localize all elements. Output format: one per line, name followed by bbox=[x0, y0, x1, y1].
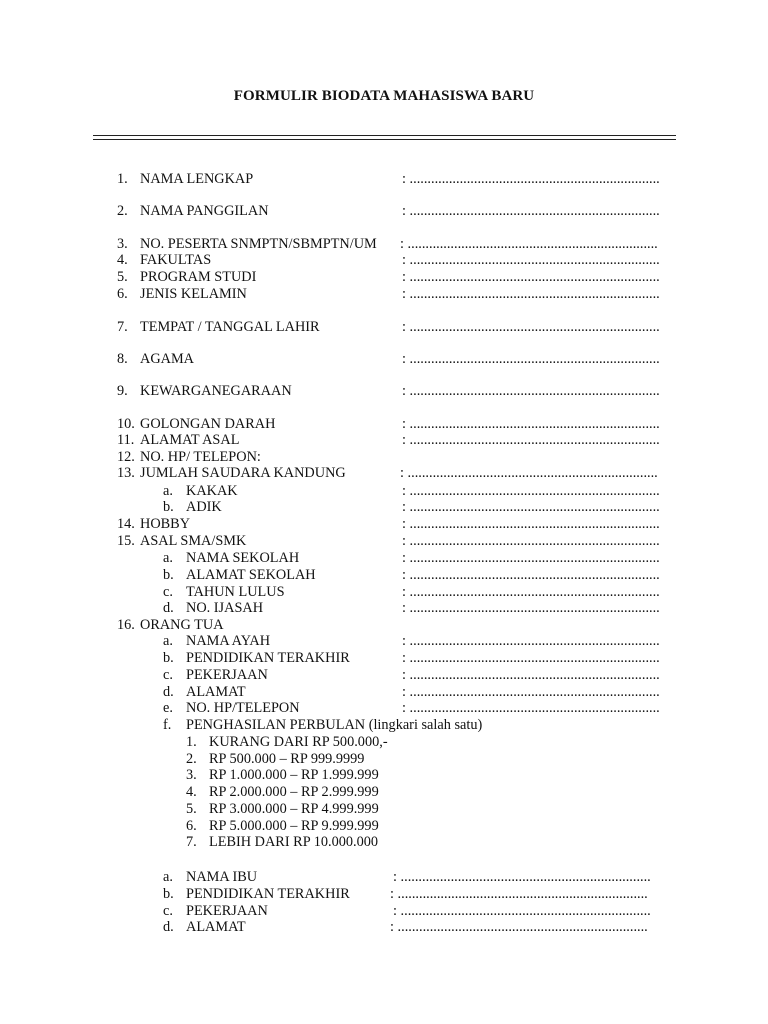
field-label: ADIK bbox=[186, 499, 222, 515]
field-number: 7. bbox=[117, 319, 128, 335]
field-number: d. bbox=[163, 919, 174, 935]
fill-in-blank[interactable]: : ...................................................................... bbox=[402, 567, 660, 583]
document-title: FORMULIR BIODATA MAHASISWA BARU bbox=[233, 88, 535, 104]
fill-in-blank[interactable]: : ...................................................................... bbox=[390, 886, 648, 902]
field-label: NAMA AYAH bbox=[186, 633, 271, 649]
field-label: KAKAK bbox=[186, 483, 238, 499]
field-label: TEMPAT / TANGGAL LAHIR bbox=[140, 319, 320, 335]
fill-in-blank[interactable]: : ...................................................................... bbox=[402, 633, 660, 649]
field-label: JENIS KELAMIN bbox=[140, 286, 247, 302]
fill-in-blank[interactable]: : ...................................................................... bbox=[402, 700, 660, 716]
field-label: PEKERJAAN bbox=[186, 903, 268, 919]
field-number: 8. bbox=[117, 351, 128, 367]
fill-in-blank[interactable]: : ...................................................................... bbox=[390, 919, 648, 935]
field-number: a. bbox=[163, 633, 173, 649]
field-number: b. bbox=[163, 886, 174, 902]
field-label: LEBIH DARI RP 10.000.000 bbox=[209, 834, 379, 850]
field-number: 10. bbox=[117, 416, 135, 432]
field-number: 2. bbox=[117, 203, 128, 219]
field-number: a. bbox=[163, 869, 173, 885]
field-label: ALAMAT SEKOLAH bbox=[186, 567, 316, 583]
fill-in-blank[interactable]: : ...................................................................... bbox=[402, 286, 660, 302]
field-number: d. bbox=[163, 600, 174, 616]
field-label: NAMA LENGKAP bbox=[140, 171, 254, 187]
fill-in-blank[interactable]: : ...................................................................... bbox=[402, 383, 660, 399]
fill-in-blank[interactable]: : ...................................................................... bbox=[402, 584, 660, 600]
fill-in-blank[interactable]: : ...................................................................... bbox=[402, 600, 660, 616]
fill-in-blank[interactable]: : ...................................................................... bbox=[402, 203, 660, 219]
field-label: ASAL SMA/SMK bbox=[140, 533, 247, 549]
fill-in-blank[interactable]: : ...................................................................... bbox=[393, 869, 651, 885]
field-number: 12. bbox=[117, 449, 135, 465]
field-number: 4. bbox=[186, 784, 197, 800]
field-number: 3. bbox=[186, 767, 197, 783]
field-label: ORANG TUA bbox=[140, 617, 224, 633]
field-number: b. bbox=[163, 499, 174, 515]
field-number: c. bbox=[163, 903, 173, 919]
field-label: NO. PESERTA SNMPTN/SBMPTN/UM bbox=[140, 236, 377, 252]
field-number: 16. bbox=[117, 617, 135, 633]
fill-in-blank[interactable]: : ...................................................................... bbox=[393, 903, 651, 919]
field-number: b. bbox=[163, 650, 174, 666]
field-label: NO. HP/TELEPON bbox=[186, 700, 300, 716]
field-label: HOBBY bbox=[140, 516, 191, 532]
field-label: TAHUN LULUS bbox=[186, 584, 285, 600]
field-number: 7. bbox=[186, 834, 197, 850]
field-label: NAMA IBU bbox=[186, 869, 258, 885]
field-label: AGAMA bbox=[140, 351, 195, 367]
fill-in-blank[interactable]: : ...................................................................... bbox=[402, 533, 660, 549]
fill-in-blank[interactable]: : ...................................................................... bbox=[402, 550, 660, 566]
field-number: f. bbox=[163, 717, 172, 733]
field-label: NAMA PANGGILAN bbox=[140, 203, 269, 219]
field-number: c. bbox=[163, 584, 173, 600]
fill-in-blank[interactable]: : ...................................................................... bbox=[402, 432, 660, 448]
field-number: e. bbox=[163, 700, 173, 716]
field-label: FAKULTAS bbox=[140, 252, 212, 268]
field-label: PROGRAM STUDI bbox=[140, 269, 257, 285]
field-label: RP 1.000.000 – RP 1.999.999 bbox=[209, 767, 379, 783]
fill-in-blank[interactable]: : ...................................................................... bbox=[402, 684, 660, 700]
fill-in-blank[interactable]: : ...................................................................... bbox=[402, 499, 660, 515]
field-number: 11. bbox=[117, 432, 135, 448]
field-number: 14. bbox=[117, 516, 135, 532]
field-number: 6. bbox=[117, 286, 128, 302]
title-rule-bottom bbox=[93, 139, 676, 140]
field-label: ALAMAT bbox=[186, 919, 246, 935]
fill-in-blank[interactable]: : ...................................................................... bbox=[402, 483, 660, 499]
fill-in-blank[interactable]: : ...................................................................... bbox=[402, 516, 660, 532]
field-number: 9. bbox=[117, 383, 128, 399]
fill-in-blank[interactable]: : ...................................................................... bbox=[402, 416, 660, 432]
field-number: b. bbox=[163, 567, 174, 583]
field-label: GOLONGAN DARAH bbox=[140, 416, 276, 432]
field-label: KEWARGANEGARAAN bbox=[140, 383, 292, 399]
field-number: 3. bbox=[117, 236, 128, 252]
title-rule-top bbox=[93, 135, 676, 136]
field-number: 1. bbox=[117, 171, 128, 187]
fill-in-blank[interactable]: : ...................................................................... bbox=[402, 252, 660, 268]
field-number: 1. bbox=[186, 734, 197, 750]
field-number: 5. bbox=[186, 801, 197, 817]
field-number: 6. bbox=[186, 818, 197, 834]
fill-in-blank[interactable]: : ...................................................................... bbox=[402, 667, 660, 683]
field-label: NO. IJASAH bbox=[186, 600, 264, 616]
field-number: a. bbox=[163, 483, 173, 499]
field-label: PENGHASILAN PERBULAN (lingkari salah satu) bbox=[186, 717, 483, 733]
field-label: PENDIDIKAN TERAKHIR bbox=[186, 886, 350, 902]
field-number: 5. bbox=[117, 269, 128, 285]
field-number: 15. bbox=[117, 533, 135, 549]
fill-in-blank[interactable]: : ...................................................................... bbox=[402, 269, 660, 285]
fill-in-blank[interactable]: : ...................................................................... bbox=[402, 650, 660, 666]
fill-in-blank[interactable]: : ...................................................................... bbox=[402, 351, 660, 367]
field-number: d. bbox=[163, 684, 174, 700]
field-number: 13. bbox=[117, 465, 135, 481]
field-number: a. bbox=[163, 550, 173, 566]
field-label: NAMA SEKOLAH bbox=[186, 550, 300, 566]
field-number: 4. bbox=[117, 252, 128, 268]
field-label: ALAMAT ASAL bbox=[140, 432, 240, 448]
fill-in-blank[interactable]: : ...................................................................... bbox=[400, 465, 658, 481]
field-label: RP 500.000 – RP 999.9999 bbox=[209, 751, 365, 767]
fill-in-blank[interactable]: : ...................................................................... bbox=[402, 319, 660, 335]
field-label: NO. HP/ TELEPON: bbox=[140, 449, 261, 465]
field-label: RP 2.000.000 – RP 2.999.999 bbox=[209, 784, 379, 800]
field-label: JUMLAH SAUDARA KANDUNG bbox=[140, 465, 346, 481]
field-label: ALAMAT bbox=[186, 684, 246, 700]
field-label: PENDIDIKAN TERAKHIR bbox=[186, 650, 350, 666]
field-label: RP 5.000.000 – RP 9.999.999 bbox=[209, 818, 379, 834]
fill-in-blank[interactable]: : ...................................................................... bbox=[402, 171, 660, 187]
field-number: c. bbox=[163, 667, 173, 683]
field-label: RP 3.000.000 – RP 4.999.999 bbox=[209, 801, 379, 817]
field-label: KURANG DARI RP 500.000,- bbox=[209, 734, 388, 750]
field-label: PEKERJAAN bbox=[186, 667, 268, 683]
fill-in-blank[interactable]: : ...................................................................... bbox=[400, 236, 658, 252]
field-number: 2. bbox=[186, 751, 197, 767]
